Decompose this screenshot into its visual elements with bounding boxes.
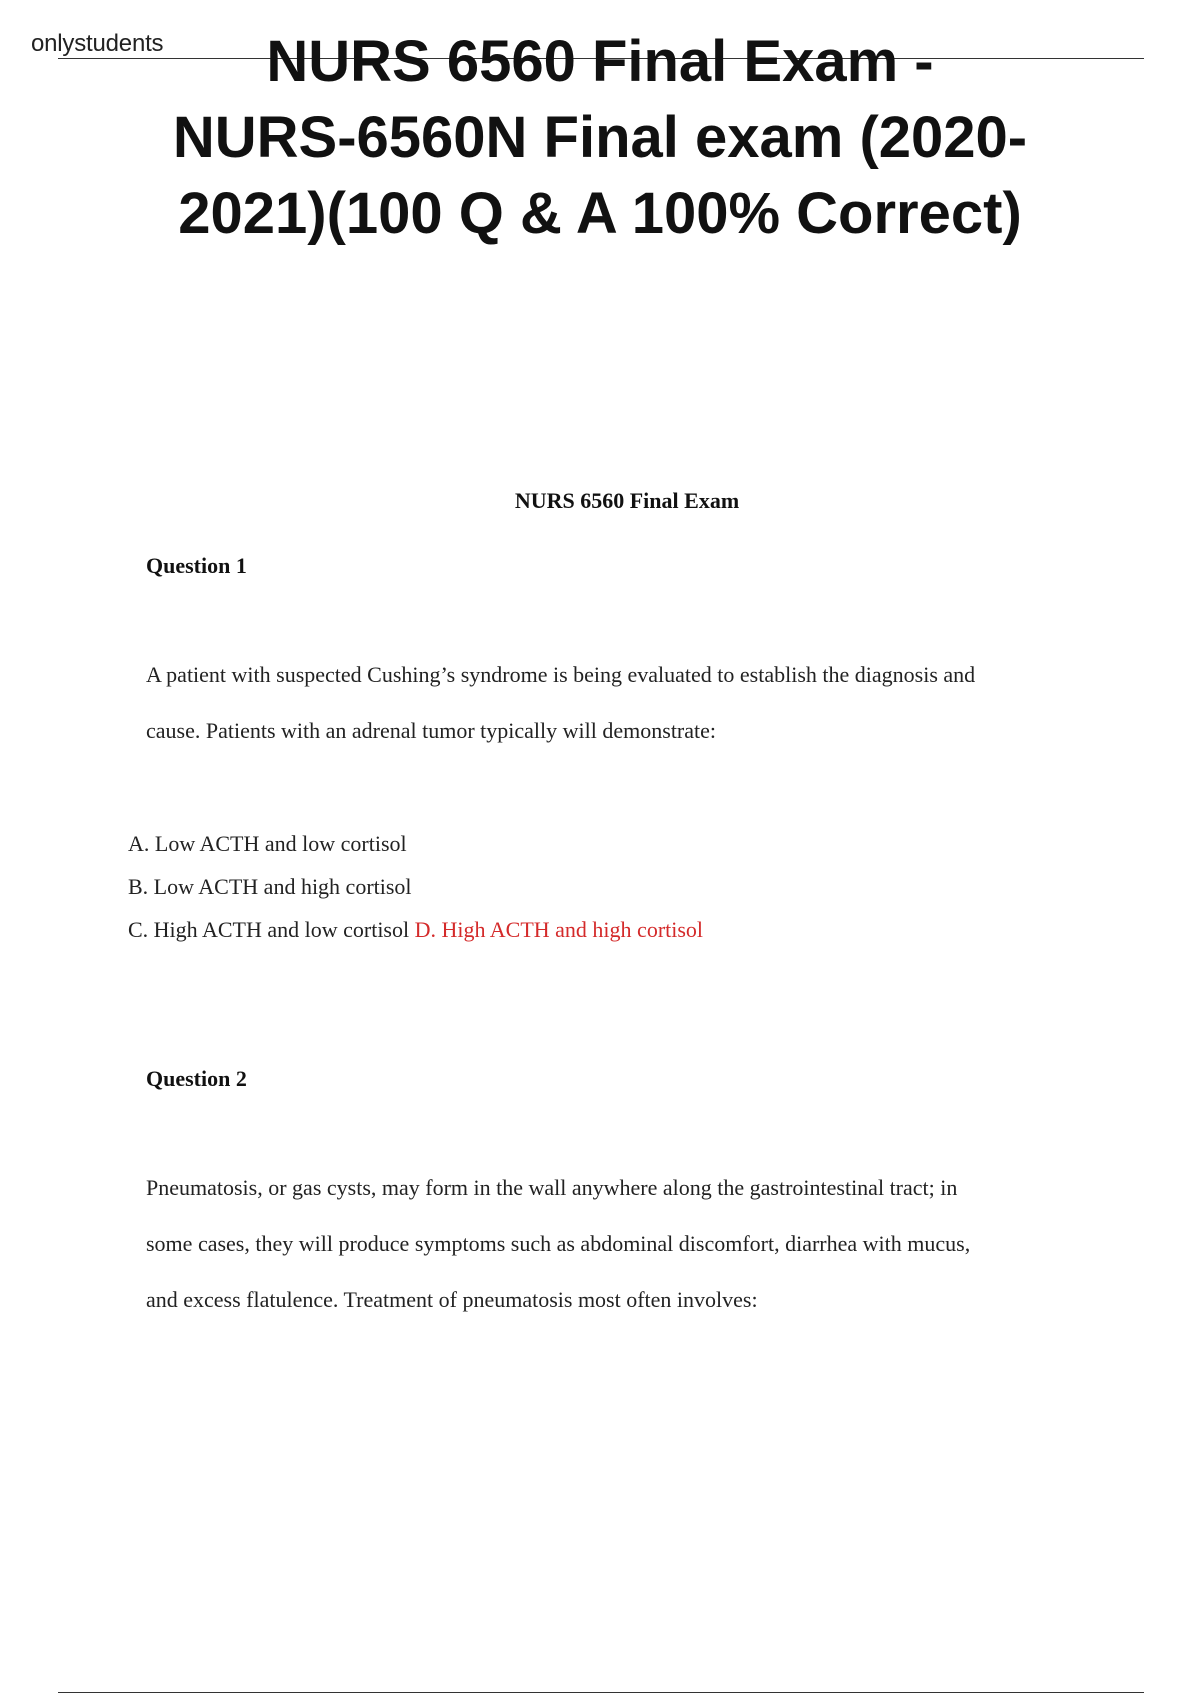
question-1-option-c: C. High ACTH and low cortisol <box>128 917 410 942</box>
watermark-brand: onlystudents <box>31 30 164 57</box>
exam-heading: NURS 6560 Final Exam <box>514 488 740 513</box>
question-2-label: Question 2 <box>146 1066 247 1091</box>
question-1-text-line: A patient with suspected Cushing’s syndrome is being evaluated to establish the diagnosis and <box>146 662 976 687</box>
question-1-label: Question 1 <box>146 553 247 578</box>
question-1-option-row <box>128 916 703 944</box>
question-1-option-a: A. Low ACTH and low cortisol <box>128 831 407 856</box>
document-title <box>100 24 1100 252</box>
question-2-text-line: some cases, they will produce symptoms such as abdominal discomfort, diarrhea with mucus, <box>146 1231 971 1256</box>
question-2-text-line: Pneumatosis, or gas cysts, may form in the wall anywhere along the gastrointestinal tract; in <box>146 1175 958 1200</box>
question-2-text-line: and excess flatulence. Treatment of pneumatosis most often involves: <box>146 1287 758 1312</box>
title-line: NURS-6560N Final exam (2020- <box>172 105 1028 170</box>
footer-rule <box>58 1692 1144 1693</box>
question-1-correct-answer: D. High ACTH and high cortisol <box>414 917 704 942</box>
title-line: 2021)(100 Q & A 100% Correct) <box>178 181 1022 246</box>
title-line: NURS 6560 Final Exam - <box>266 29 934 94</box>
question-1-text-line: cause. Patients with an adrenal tumor typically will demonstrate: <box>146 718 717 743</box>
question-1-option-b: B. Low ACTH and high cortisol <box>128 874 412 899</box>
